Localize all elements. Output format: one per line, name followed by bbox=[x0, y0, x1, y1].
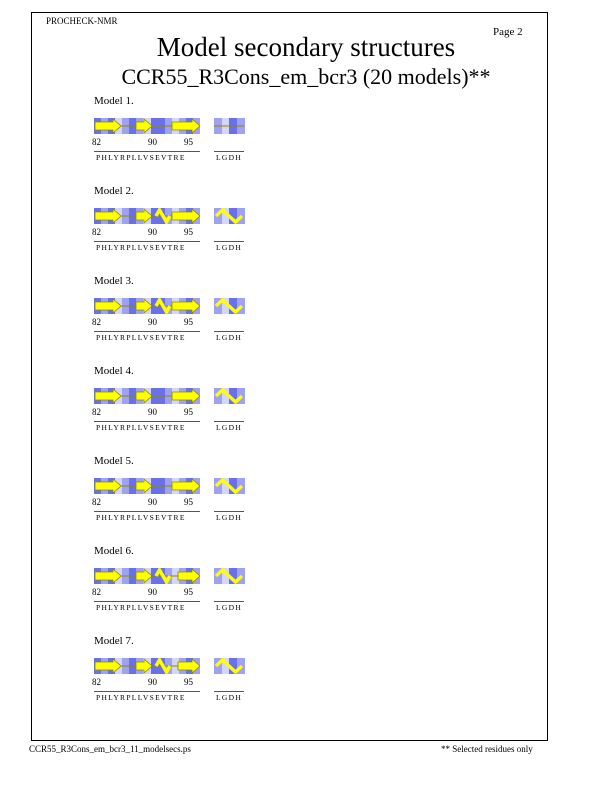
sequence-text: LGDH bbox=[216, 243, 243, 252]
residue-number: 95 bbox=[184, 677, 193, 687]
residue-number: 95 bbox=[184, 407, 193, 417]
sequence-rule bbox=[94, 511, 200, 512]
strand-arrow bbox=[172, 209, 200, 223]
sequence-text: PHLYRPLLVSEVTRE bbox=[96, 423, 186, 432]
strand-arrow bbox=[95, 389, 121, 403]
shading-strip bbox=[214, 208, 244, 224]
residue-number: 82 bbox=[92, 317, 101, 327]
sequence-text: LGDH bbox=[216, 423, 243, 432]
helix-zigzag bbox=[216, 570, 242, 582]
model-block bbox=[94, 365, 254, 435]
sequence-text: PHLYRPLLVSEVTRE bbox=[96, 243, 186, 252]
model-block bbox=[94, 275, 254, 345]
residue-number: 95 bbox=[184, 317, 193, 327]
sequence-rule bbox=[214, 511, 244, 512]
strand-arrow bbox=[172, 299, 200, 313]
model-label: Model 6. bbox=[94, 545, 134, 557]
strand-arrow bbox=[136, 299, 152, 313]
sequence-rule bbox=[214, 151, 244, 152]
sequence-text: LGDH bbox=[216, 513, 243, 522]
sequence-text: PHLYRPLLVSEVTRE bbox=[96, 603, 186, 612]
strand-arrow bbox=[95, 299, 121, 313]
residue-number: 82 bbox=[92, 497, 101, 507]
sequence-rule bbox=[94, 691, 200, 692]
shading-strip bbox=[214, 388, 244, 404]
shading-strip bbox=[94, 568, 200, 584]
strand-arrow bbox=[136, 479, 152, 493]
shading-strip bbox=[94, 208, 200, 224]
secondary-structure-diagram bbox=[214, 568, 244, 584]
sequence-text: LGDH bbox=[216, 603, 243, 612]
shading-strip bbox=[94, 388, 200, 404]
strand-arrow bbox=[172, 119, 200, 133]
shading-strip bbox=[214, 118, 244, 134]
sequence-rule bbox=[94, 241, 200, 242]
shading-strip bbox=[214, 568, 244, 584]
sequence-rule bbox=[94, 151, 200, 152]
sequence-text: LGDH bbox=[216, 333, 243, 342]
shading-strip bbox=[94, 658, 200, 674]
shading-strip bbox=[214, 478, 244, 494]
strand-arrow bbox=[178, 569, 200, 583]
strand-arrow bbox=[178, 659, 200, 673]
secondary-structure-diagram bbox=[94, 478, 200, 494]
helix-zigzag bbox=[216, 300, 242, 312]
model-label: Model 4. bbox=[94, 365, 134, 377]
secondary-structure-diagram bbox=[214, 118, 244, 134]
secondary-structure-diagram bbox=[94, 298, 200, 314]
residue-number: 95 bbox=[184, 497, 193, 507]
sequence-rule bbox=[214, 331, 244, 332]
sequence-rule bbox=[214, 601, 244, 602]
helix-zigzag bbox=[216, 480, 242, 492]
residue-number: 90 bbox=[148, 227, 157, 237]
secondary-structure-diagram bbox=[214, 208, 244, 224]
strand-arrow bbox=[95, 569, 121, 583]
strand-arrow bbox=[136, 209, 152, 223]
residue-number: 82 bbox=[92, 677, 101, 687]
sequence-rule bbox=[214, 691, 244, 692]
helix-zigzag bbox=[216, 390, 242, 402]
page-number: Page 2 bbox=[493, 26, 523, 38]
model-label: Model 2. bbox=[94, 185, 134, 197]
sequence-rule bbox=[94, 601, 200, 602]
strand-arrow bbox=[136, 389, 152, 403]
residue-number: 90 bbox=[148, 497, 157, 507]
strand-arrow bbox=[136, 569, 152, 583]
shading-strip bbox=[94, 118, 200, 134]
footer-filename: CCR55_R3Cons_em_bcr3_11_modelsecs.ps bbox=[29, 744, 191, 754]
model-block bbox=[94, 95, 254, 165]
sequence-text: PHLYRPLLVSEVTRE bbox=[96, 513, 186, 522]
model-label: Model 1. bbox=[94, 95, 134, 107]
sequence-text: PHLYRPLLVSEVTRE bbox=[96, 153, 186, 162]
strand-arrow bbox=[172, 479, 200, 493]
secondary-structure-diagram bbox=[214, 388, 244, 404]
helix-zigzag bbox=[216, 210, 242, 222]
shading-strip bbox=[94, 478, 200, 494]
page-subtitle: CCR55_R3Cons_em_bcr3 (20 models)** bbox=[121, 64, 491, 89]
residue-number: 82 bbox=[92, 407, 101, 417]
secondary-structure-diagram bbox=[94, 208, 200, 224]
sequence-rule bbox=[214, 241, 244, 242]
strand-arrow bbox=[95, 479, 121, 493]
model-block bbox=[94, 185, 254, 255]
sequence-text: LGDH bbox=[216, 153, 243, 162]
residue-number: 82 bbox=[92, 227, 101, 237]
footer-note: ** Selected residues only bbox=[441, 744, 533, 754]
sequence-text: LGDH bbox=[216, 693, 243, 702]
sequence-text: PHLYRPLLVSEVTRE bbox=[96, 333, 186, 342]
shading-strip bbox=[94, 298, 200, 314]
strand-arrow bbox=[136, 659, 152, 673]
secondary-structure-diagram bbox=[94, 568, 200, 584]
residue-number: 82 bbox=[92, 587, 101, 597]
residue-number: 95 bbox=[184, 137, 193, 147]
strand-arrow bbox=[95, 119, 121, 133]
program-name: PROCHECK-NMR bbox=[46, 16, 118, 26]
strand-arrow bbox=[172, 389, 200, 403]
residue-number: 90 bbox=[148, 137, 157, 147]
residue-number: 90 bbox=[148, 407, 157, 417]
strand-arrow bbox=[95, 659, 121, 673]
sequence-rule bbox=[94, 421, 200, 422]
model-block bbox=[94, 455, 254, 525]
residue-number: 90 bbox=[148, 677, 157, 687]
residue-number: 95 bbox=[184, 587, 193, 597]
shading-strip bbox=[214, 658, 244, 674]
model-label: Model 7. bbox=[94, 635, 134, 647]
secondary-structure-diagram bbox=[214, 478, 244, 494]
residue-number: 95 bbox=[184, 227, 193, 237]
strand-arrow bbox=[95, 209, 121, 223]
secondary-structure-diagram bbox=[214, 658, 244, 674]
sequence-rule bbox=[214, 421, 244, 422]
strand-arrow bbox=[136, 119, 152, 133]
sequence-text: PHLYRPLLVSEVTRE bbox=[96, 693, 186, 702]
model-block bbox=[94, 545, 254, 615]
page-title: Model secondary structures bbox=[156, 32, 456, 62]
model-label: Model 5. bbox=[94, 455, 134, 467]
secondary-structure-diagram bbox=[94, 658, 200, 674]
secondary-structure-diagram bbox=[94, 388, 200, 404]
residue-number: 90 bbox=[148, 587, 157, 597]
model-label: Model 3. bbox=[94, 275, 134, 287]
secondary-structure-diagram bbox=[214, 298, 244, 314]
model-block bbox=[94, 635, 254, 705]
secondary-structure-diagram bbox=[94, 118, 200, 134]
sequence-rule bbox=[94, 331, 200, 332]
residue-number: 90 bbox=[148, 317, 157, 327]
shading-strip bbox=[214, 298, 244, 314]
residue-number: 82 bbox=[92, 137, 101, 147]
helix-zigzag bbox=[216, 660, 242, 672]
